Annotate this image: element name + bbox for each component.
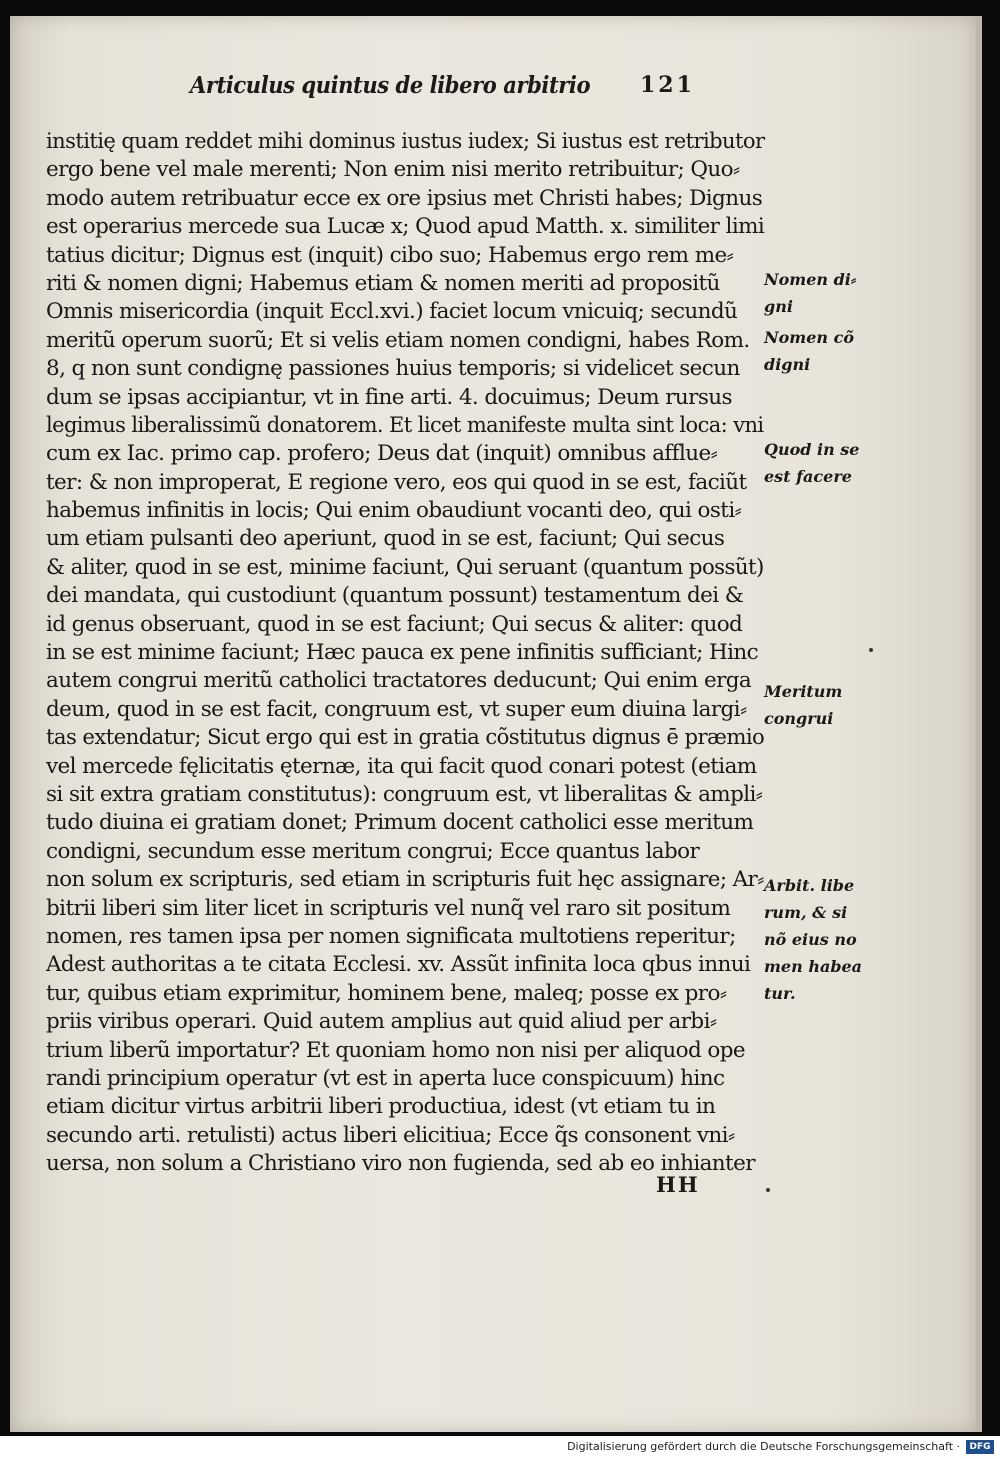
body-text-line: etiam dicitur virtus arbitrii liberi productiua, idest (vt etiam tu in <box>46 1094 716 1120</box>
body-text-line: modo autem retribuatur ecce ex ore ipsius met Christi habes; Dignus <box>46 185 763 211</box>
body-text-line: nomen, res tamen ipsa per nomen significata multotiens reperitur; <box>46 923 736 949</box>
marginal-note-line: Quod in se <box>764 440 860 459</box>
body-text-line: uersa, non solum a Christiano viro non fugienda, sed ab eo inhianter <box>46 1151 755 1177</box>
marginal-note-nomen-digni <box>764 266 874 320</box>
marginal-note-line: rum, & si <box>764 903 848 922</box>
body-text-line: um etiam pulsanti deo aperiunt, quod in se est, faciunt; Qui secus <box>46 526 725 552</box>
body-text-line: in se est minime faciunt; Hæc pauca ex pene infinitis sufficiant; Hinc <box>46 640 759 666</box>
digitization-footer <box>0 1436 1000 1459</box>
marginal-note-line: tur. <box>764 984 796 1003</box>
body-text-line: bitrii liberi sim liter licet in scripturis vel nunq̃ vel raro sit positum <box>46 895 731 921</box>
body-text-line: institię quam reddet mihi dominus iustus iudex; Si iustus est retributor <box>46 129 765 154</box>
body-text-line: randi principium operatur (vt est in aperta luce conspicuum) hinc <box>46 1065 725 1091</box>
body-text-line: secundo arti. retulisti) actus liberi elicitiua; Ecce q̃s consonent vni⸗ <box>46 1122 735 1148</box>
body-text-line: dei mandata, qui custodiunt (quantum possunt) testamentum dei & <box>46 583 744 609</box>
marginal-note-line: digni <box>764 355 811 374</box>
marginal-note-line: gni <box>764 297 793 316</box>
marginal-note-line: Nomen cõ <box>764 328 855 347</box>
body-text-line: ter: & non improperat, E regione vero, eos qui quod in se est, faciũt <box>46 469 747 495</box>
body-text-line: riti & nomen digni; Habemus etiam & nomen meriti ad propositũ <box>46 270 720 296</box>
body-text-line: vel mercede fęlicitatis ęternæ, ita qui facit quod conari potest (etiam <box>46 753 757 779</box>
marginal-note-line: men habea <box>764 957 863 976</box>
body-text-line: tudo diuina ei gratiam donet; Primum docent catholici esse meritum <box>46 810 754 836</box>
folio-number: 121 <box>640 72 695 98</box>
body-text-line: non solum ex scripturis, sed etiam in scripturis fuit hęc assignare; Ar⸗ <box>46 867 764 893</box>
body-text-line: Omnis misericordia (inquit Eccl.xvi.) faciet locum vnicuiq; secundũ <box>46 299 738 325</box>
marginal-note-arbitrium-liberum <box>764 872 874 1007</box>
body-text-block <box>46 128 764 1178</box>
running-head: Articulus quintus de libero arbitrio <box>190 72 591 99</box>
body-text-line: meritũ operum suorũ; Et si velis etiam nomen condigni, habes Rom. <box>46 327 750 353</box>
body-text-line: dum se ipsas accipiantur, vt in fine arti. 4. docuimus; Deum rursus <box>46 384 732 410</box>
page-edge <box>976 16 982 1432</box>
marginal-note-meritum-congrui <box>764 678 874 732</box>
body-text-line: & aliter, quod in se est, minime faciunt, Qui seruant (quantum possũt) <box>46 554 764 580</box>
body-text-line: cum ex Iac. primo cap. profero; Deus dat (inquit) omnibus afflue⸗ <box>46 441 718 467</box>
marginal-note-line: congrui <box>764 709 834 728</box>
body-text-line: ergo bene vel male merenti; Non enim nisi merito retribuitur; Quo⸗ <box>46 157 740 183</box>
marginal-note-nomen-condigni <box>764 324 874 378</box>
body-text-line: tur, quibus etiam exprimitur, hominem bene, maleq; posse ex pro⸗ <box>46 980 727 1006</box>
body-text-line: habemus infinitis in locis; Qui enim obaudiunt vocanti deo, qui osti⸗ <box>46 498 742 524</box>
ink-speck <box>766 1188 770 1192</box>
body-text-line: legimus liberalissimũ donatorem. Et licet manifeste multa sint loca: vni <box>46 412 764 438</box>
marginal-note-line: Nomen di⸗ <box>764 270 857 289</box>
body-text-line: trium liberũ importatur? Et quoniam homo non nisi per aliquod ope <box>46 1037 746 1063</box>
marginal-note-line: Meritum <box>764 682 843 701</box>
marginal-note-line: Arbit. libe <box>764 876 855 895</box>
body-text-line: Adest authoritas a te citata Ecclesi. xv. Assũt infinita loca qbus innui <box>46 952 751 978</box>
body-text-line: 8, q non sunt condignę passiones huius temporis; si videlicet secun <box>46 356 740 382</box>
body-text-line: est operarius mercede sua Lucæ x; Quod apud Matth. x. similiter limi <box>46 214 765 240</box>
ink-speck <box>869 648 873 652</box>
marginal-note-quod-in-se-est <box>764 436 874 490</box>
body-text-line: si sit extra gratiam constitutus): congruum est, vt liberalitas & ampli⸗ <box>46 781 763 807</box>
funding-credit: Digitalisierung gefördert durch die Deutsche Forschungsgemeinschaft · <box>567 1440 960 1453</box>
signature-mark: HH <box>656 1172 700 1197</box>
body-text-line: autem congrui meritũ catholici tractatores deducunt; Qui enim erga <box>46 668 752 694</box>
body-text-line: condigni, secundum esse meritum congrui; Ecce quantus labor <box>46 838 700 864</box>
body-text-line: id genus obseruant, quod in se est faciunt; Qui secus & aliter: quod <box>46 611 743 637</box>
body-text-line: priis viribus operari. Quid autem amplius aut quid aliud per arbi⸗ <box>46 1009 717 1035</box>
body-text-line: tatius dicitur; Dignus est (inquit) cibo suo; Habemus ergo rem me⸗ <box>46 242 734 268</box>
body-text-line: tas extendatur; Sicut ergo qui est in gratia cõstitutus dignus ē præmio <box>46 725 765 751</box>
body-text-line: deum, quod in se est facit, congruum est, vt super eum diuina largi⸗ <box>46 696 747 722</box>
dfg-logo: DFG <box>966 1440 994 1454</box>
marginal-note-line: est facere <box>764 467 852 486</box>
marginal-note-line: nõ eius no <box>764 930 857 949</box>
